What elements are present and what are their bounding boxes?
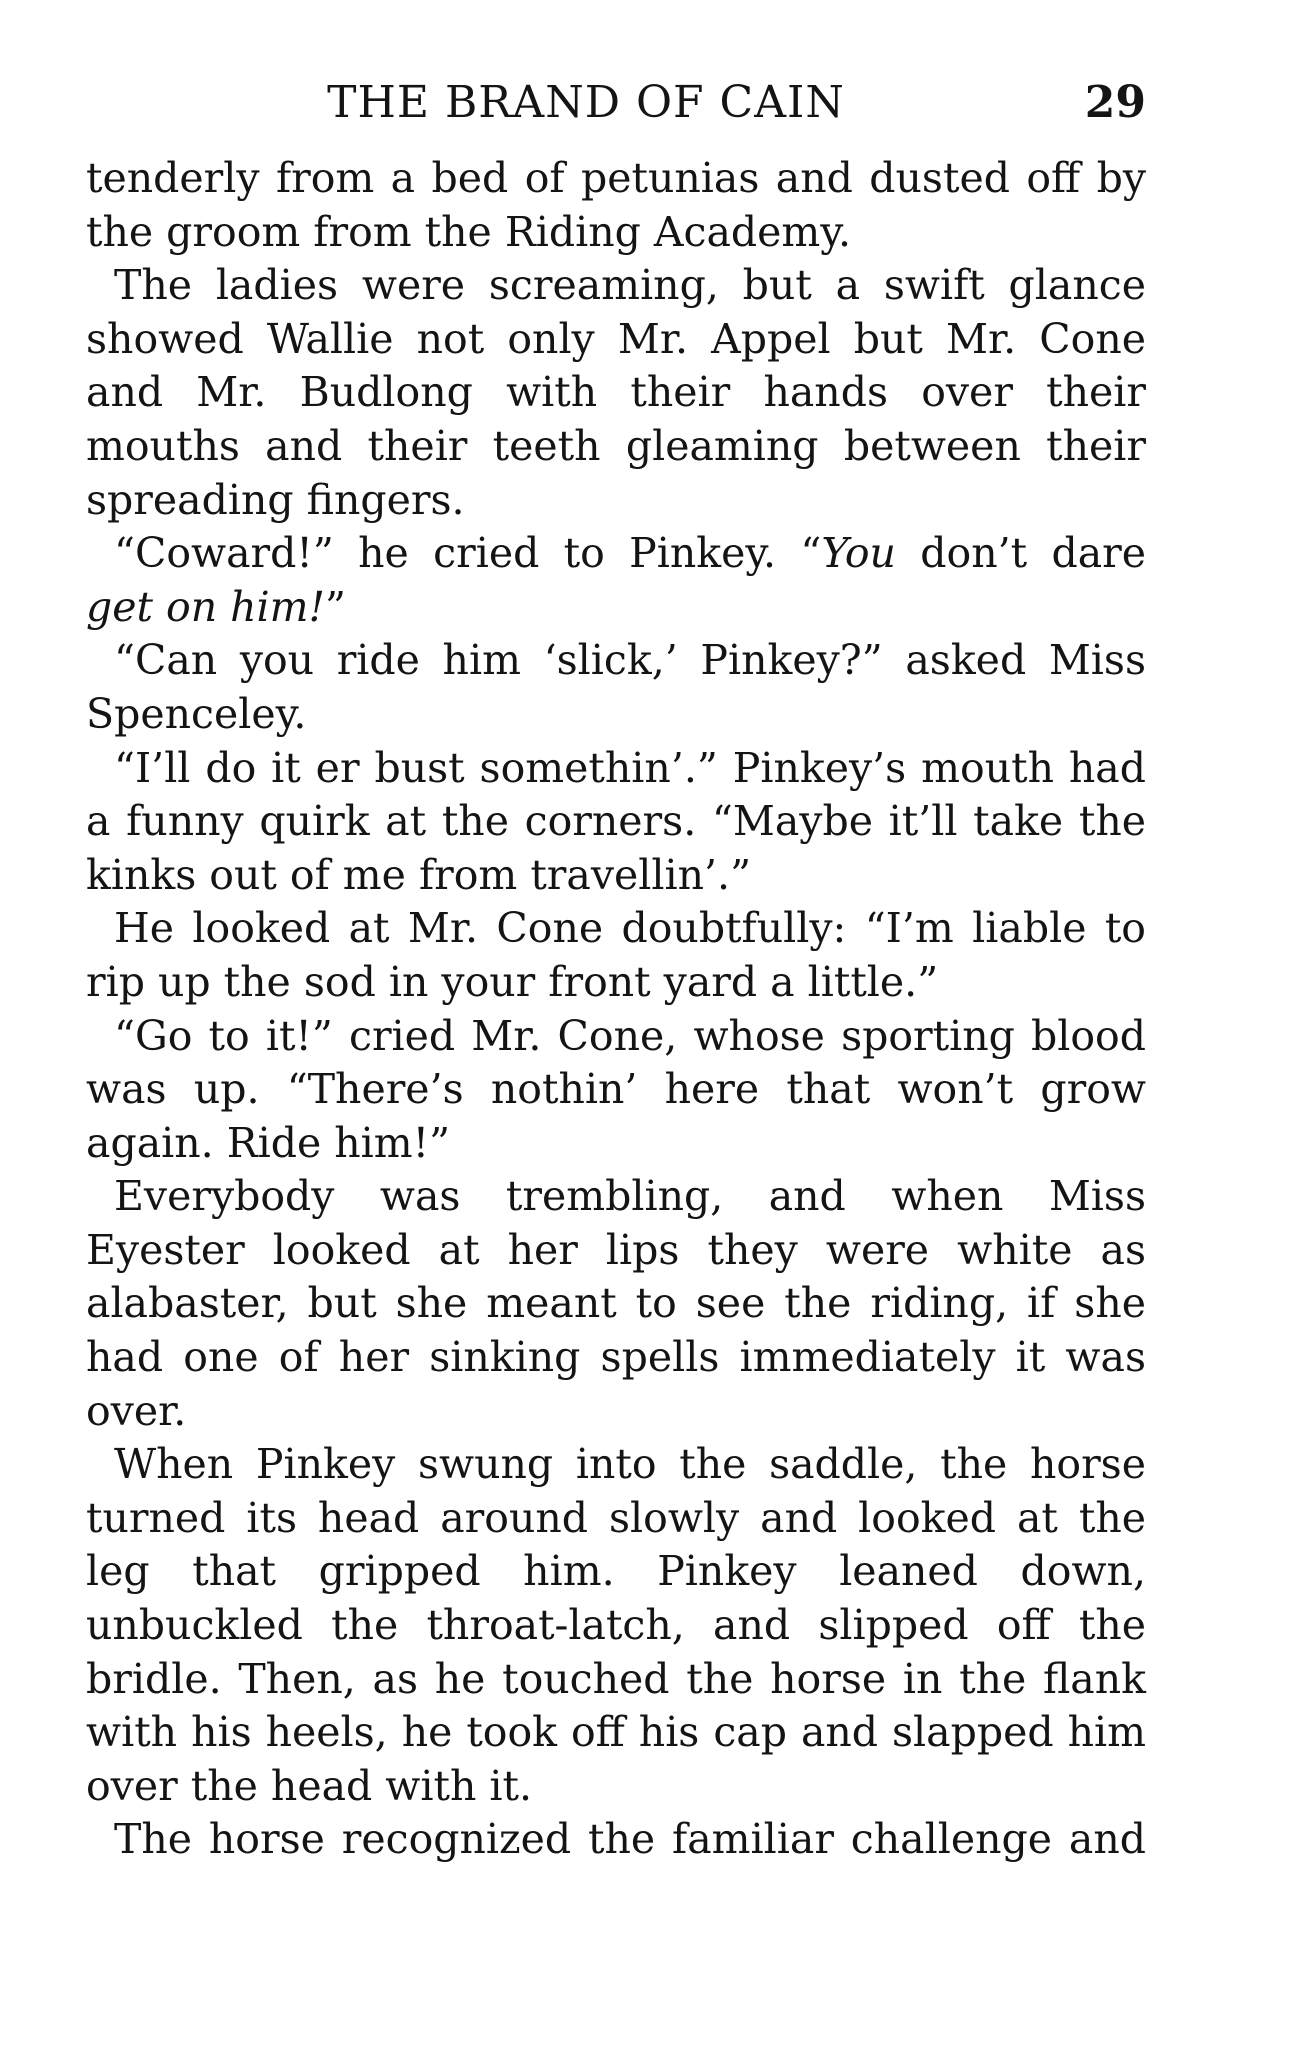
paragraph: When Pinkey swung into the saddle, the horse turned its head around slowly and looked at the leg that gripped him. Pinkey leaned down, unbuckled the throat-latch, and slipped off the bridle. Then, as he touched the horse in the flank with his heels, he took off his cap and slapped him over the head with it. xyxy=(86,1440,1146,1810)
paragraph: “Coward!” he cried to Pinkey. “You don’t dare get on him!” xyxy=(86,529,1147,631)
book-page xyxy=(86,70,1146,1867)
body-text xyxy=(86,152,1146,1867)
page-number: 29 xyxy=(1084,77,1146,128)
paragraph: “Can you ride him ‘slick,’ Pinkey?” asked Miss Spenceley. xyxy=(86,636,1146,738)
paragraph: He looked at Mr. Cone doubtfully: “I’m liable to rip up the sod in your front yard a little.” xyxy=(86,904,1146,1006)
paragraph: “Go to it!” cried Mr. Cone, whose sporting blood was up. “There’s nothin’ here that won’t grow again. Ride him!” xyxy=(86,1011,1146,1167)
running-head xyxy=(86,70,1146,136)
running-title: THE BRAND OF CAIN xyxy=(327,77,845,128)
paragraph: The horse recognized the familiar challenge and xyxy=(114,1815,1146,1864)
paragraph: tenderly from a bed of petunias and dusted off by the groom from the Riding Academy. xyxy=(86,154,1146,256)
paragraph: Everybody was trembling, and when Miss Eyester looked at her lips they were white as alabaster, but she meant to see the riding, if she had one of her sinking spells immediately it was over. xyxy=(86,1172,1146,1435)
paragraph: The ladies were screaming, but a swift glance showed Wallie not only Mr. Appel but Mr. Cone and Mr. Budlong with their hands over their mouths and their teeth gleaming between their spreading fingers. xyxy=(86,261,1146,524)
paragraph: “I’ll do it er bust somethin’.” Pinkey’s mouth had a funny quirk at the corners. “Maybe it’ll take the kinks out of me from travellin’.” xyxy=(86,743,1146,899)
